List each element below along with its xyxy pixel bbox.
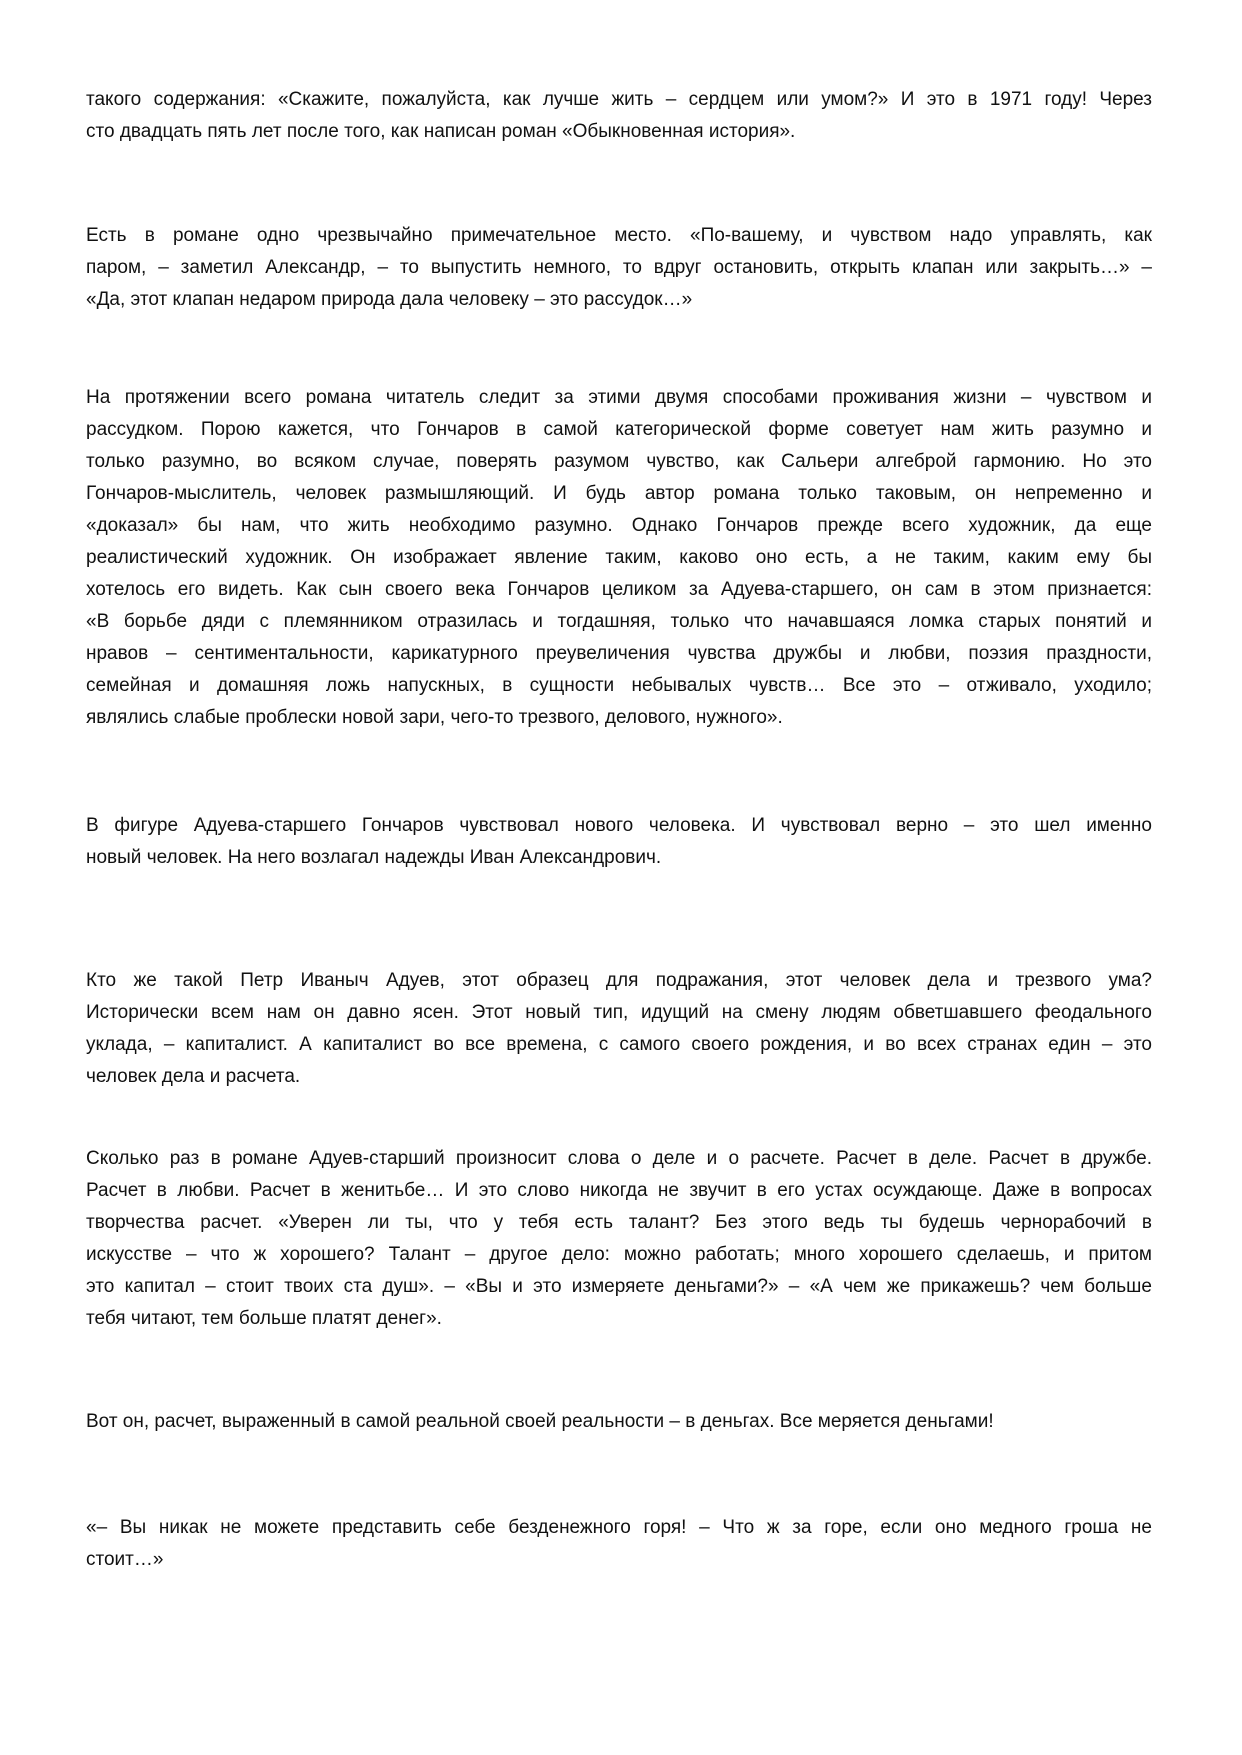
text-line: На протяжении всего романа читатель следит за этими двумя способами проживания жизни – чувством и (86, 387, 1152, 408)
text-line: тебя читают, тем больше платят денег». (86, 1308, 442, 1329)
text-line: стоит…» (86, 1549, 164, 1570)
text-line: Вот он, расчет, выраженный в самой реальной своей реальности – в деньгах. Все меряется деньгами! (86, 1411, 994, 1432)
text-line: В фигуре Адуева-старшего Гончаров чувствовал нового человека. И чувствовал верно – это шел именно (86, 815, 1152, 836)
text-line: только разумно, во всяком случае, поверять разумом чувство, как Сальери алгеброй гармонию. Но это (86, 451, 1152, 472)
text-line: новый человек. На него возлагал надежды Иван Александрович. (86, 847, 662, 868)
text-line: Кто же такой Петр Иваныч Адуев, этот образец для подражания, этот человек дела и трезвого ума? (86, 970, 1152, 991)
text-line: сто двадцать пять лет после того, как написан роман «Обыкновенная история». (86, 121, 796, 142)
text-line: Сколько раз в романе Адуев-старший произносит слова о деле и о расчете. Расчет в деле. Расчет в дружбе. (86, 1148, 1152, 1169)
text-line: это капитал – стоит твоих ста душ». – «Вы и это измеряете деньгами?» – «А чем же прикажешь? чем больше (86, 1276, 1152, 1297)
text-line: «– Вы никак не можете представить себе безденежного горя! – Что ж за горе, если оно медного гроша не (86, 1517, 1152, 1538)
paragraph (86, 220, 1152, 316)
text-line: семейная и домашняя ложь напускных, в сущности небывалых чувств… Все это – отживало, уходило; (86, 675, 1152, 696)
text-line: Расчет в любви. Расчет в женитьбе… И это слово никогда не звучит в его устах осуждающе. Даже в вопросах (86, 1180, 1152, 1201)
text-line: Гончаров-мыслитель, человек размышляющий. И будь автор романа только таковым, он непременно и (86, 483, 1152, 504)
text-line: являлись слабые проблески новой зари, чего-то трезвого, делового, нужного». (86, 707, 783, 728)
paragraph (86, 84, 1152, 148)
text-line: нравов – сентиментальности, карикатурного преувеличения чувства дружбы и любви, поэзия праздности, (86, 643, 1152, 664)
text-line: хотелось его видеть. Как сын своего века Гончаров целиком за Адуева-старшего, он сам в этом признается: (86, 579, 1152, 600)
text-line: уклада, – капиталист. А капиталист во все времена, с самого своего рождения, и во всех странах един – это (86, 1034, 1152, 1055)
text-line: «доказал» бы нам, что жить необходимо разумно. Однако Гончаров прежде всего художник, да еще (86, 515, 1152, 536)
paragraph (86, 965, 1152, 1093)
paragraph (86, 1143, 1152, 1335)
text-line: рассудком. Порою кажется, что Гончаров в самой категорической форме советует нам жить разумно и (86, 419, 1152, 440)
text-line: реалистический художник. Он изображает явление таким, каково оно есть, а не таким, каким ему бы (86, 547, 1152, 568)
text-line: «Да, этот клапан недаром природа дала человеку – это рассудок…» (86, 289, 693, 310)
text-line: паром, – заметил Александр, – то выпустить немного, то вдруг остановить, открыть клапан или закрыть…» – (86, 257, 1152, 278)
paragraph (86, 1512, 1152, 1576)
paragraph (86, 1406, 1152, 1438)
text-line: человек дела и расчета. (86, 1066, 301, 1087)
text-line: «В борьбе дяди с племянником отразилась и тогдашняя, только что начавшаяся ломка старых понятий и (86, 611, 1152, 632)
paragraph (86, 382, 1152, 734)
text-line: искусстве – что ж хорошего? Талант – другое дело: можно работать; много хорошего сделаешь, и притом (86, 1244, 1152, 1265)
text-line: творчества расчет. «Уверен ли ты, что у тебя есть талант? Без этого ведь ты будешь чернорабочий в (86, 1212, 1152, 1233)
text-line: Есть в романе одно чрезвычайно примечательное место. «По-вашему, и чувством надо управлять, как (86, 225, 1152, 246)
paragraph (86, 810, 1152, 874)
text-line: Исторически всем нам он давно ясен. Этот новый тип, идущий на смену людям обветшавшего феодального (86, 1002, 1152, 1023)
text-line: такого содержания: «Скажите, пожалуйста, как лучше жить – сердцем или умом?» И это в 1971 году! Через (86, 89, 1152, 110)
